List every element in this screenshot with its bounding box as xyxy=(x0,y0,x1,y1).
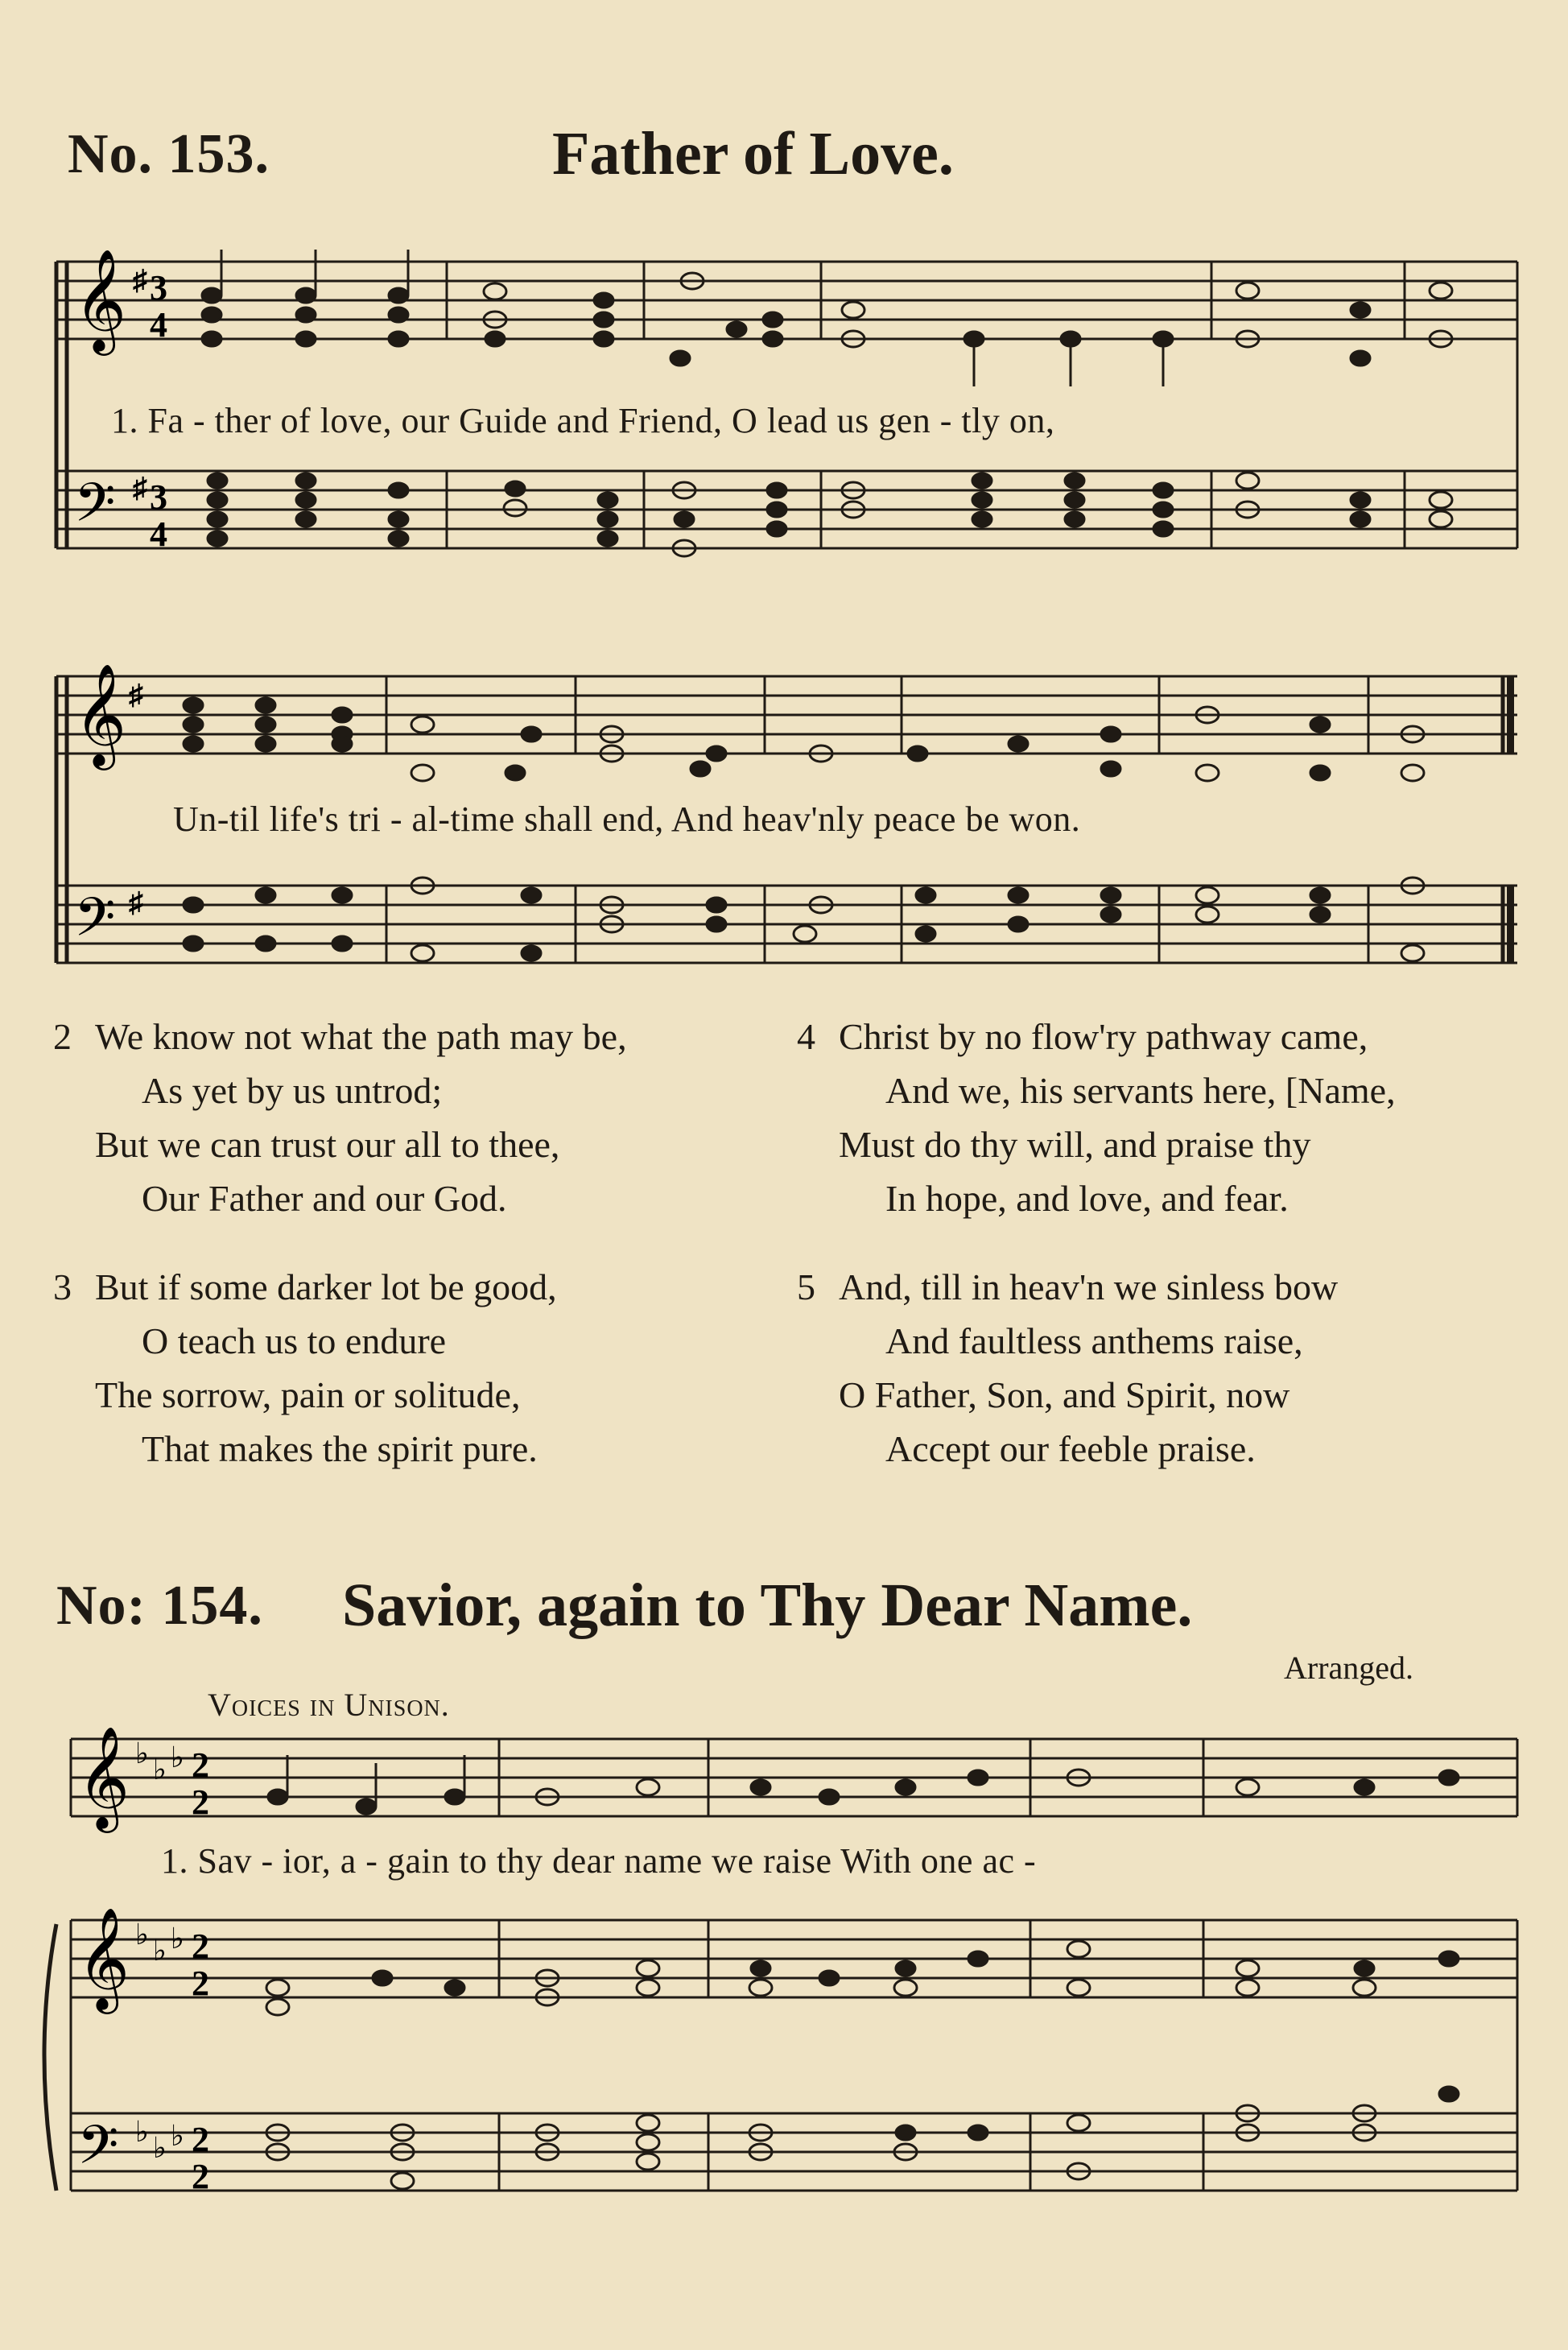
svg-text:2: 2 xyxy=(192,1745,209,1785)
svg-text:♯: ♯ xyxy=(129,679,143,711)
hymn-154-credit: Arranged. xyxy=(1284,1650,1414,1686)
verse-line: And faultless anthems raise, xyxy=(885,1320,1303,1361)
verse-number: 4 xyxy=(797,1016,815,1057)
treble-clef-icon: 𝄞 xyxy=(77,1906,130,2009)
svg-text:♭: ♭ xyxy=(135,1737,149,1770)
svg-text:2: 2 xyxy=(192,2157,209,2196)
bass-clef-icon: 𝄢 xyxy=(74,472,116,547)
hymn-154-number: No: 154. xyxy=(56,1575,263,1637)
svg-text:2: 2 xyxy=(192,1782,209,1822)
verse-line: And, till in heav'n we sinless bow xyxy=(839,1266,1339,1307)
verse-line: Christ by no flow'ry pathway came, xyxy=(839,1016,1368,1057)
hymn-153-title: Father of Love. xyxy=(552,120,954,188)
verse-line: Accept our feeble praise. xyxy=(885,1428,1256,1469)
verse-2 xyxy=(53,1010,778,1225)
treble-clef-icon: 𝄞 xyxy=(74,248,127,351)
hymn-154-title: Savior, again to Thy Dear Name. xyxy=(342,1571,1193,1639)
svg-text:♯: ♯ xyxy=(133,264,147,296)
svg-text:♭: ♭ xyxy=(171,1923,184,1955)
verse-line: Our Father and our God. xyxy=(142,1178,507,1219)
hymn-154-accompaniment-system xyxy=(0,1900,1568,2238)
treble-staff xyxy=(56,262,1517,339)
svg-text:2: 2 xyxy=(192,2120,209,2159)
svg-text:4: 4 xyxy=(150,305,167,345)
svg-text:3: 3 xyxy=(150,477,167,517)
svg-text:♭: ♭ xyxy=(171,1741,184,1774)
verse-line: And we, his servants here, [Name, xyxy=(885,1070,1396,1111)
bass-clef-icon: 𝄢 xyxy=(74,886,116,961)
svg-text:♯: ♯ xyxy=(129,886,143,919)
treble-clef-icon: 𝄞 xyxy=(77,1725,130,1828)
svg-text:♭: ♭ xyxy=(153,2132,167,2164)
svg-text:3: 3 xyxy=(150,268,167,308)
verse-line: We know not what the path may be, xyxy=(95,1016,627,1057)
verse-line: That makes the spirit pure. xyxy=(142,1428,538,1469)
verse-line: O Father, Son, and Spirit, now xyxy=(839,1374,1290,1415)
svg-text:♭: ♭ xyxy=(171,2120,184,2152)
verse-number: 3 xyxy=(53,1266,72,1307)
hymn-153-number: No. 153. xyxy=(68,123,270,185)
hymn-154-lyric-line-1: 1. Sav - ior, a - gain to thy dear name we raise With one ac - xyxy=(161,1841,1037,1881)
svg-text:2: 2 xyxy=(192,1964,209,2003)
svg-text:2: 2 xyxy=(192,1927,209,1966)
svg-text:♭: ♭ xyxy=(153,1935,167,1967)
verse-5 xyxy=(797,1260,1521,1476)
hymn-154-voices-label: Voices in Unison. xyxy=(208,1687,450,1723)
svg-text:♭: ♭ xyxy=(135,1918,149,1951)
svg-text:♭: ♭ xyxy=(153,1753,167,1786)
svg-text:♯: ♯ xyxy=(133,472,147,504)
verse-number: 2 xyxy=(53,1016,72,1057)
verse-line: As yet by us untrod; xyxy=(142,1070,443,1111)
verse-line: O teach us to endure xyxy=(142,1320,447,1361)
verse-3 xyxy=(53,1260,778,1476)
svg-text:4: 4 xyxy=(150,514,167,554)
verse-number: 5 xyxy=(797,1266,815,1307)
hymn-153-lyric-line-1: 1. Fa - ther of love, our Guide and Friend, O lead us gen - tly on, xyxy=(111,401,1055,440)
hymn-153-lyric-line-2: Un-til life's tri - al-time shall end, And heav'nly peace be won. xyxy=(173,799,1081,839)
verse-line: But if some darker lot be good, xyxy=(95,1266,557,1307)
verse-line: Must do thy will, and praise thy xyxy=(839,1124,1311,1165)
verse-line: In hope, and love, and fear. xyxy=(885,1178,1289,1219)
verse-line: The sorrow, pain or solitude, xyxy=(95,1374,521,1415)
verse-4 xyxy=(797,1010,1521,1225)
verse-line: But we can trust our all to thee, xyxy=(95,1124,560,1165)
bass-clef-icon: 𝄢 xyxy=(77,2114,119,2189)
svg-text:♭: ♭ xyxy=(135,2116,149,2148)
treble-clef-icon: 𝄞 xyxy=(74,663,127,766)
